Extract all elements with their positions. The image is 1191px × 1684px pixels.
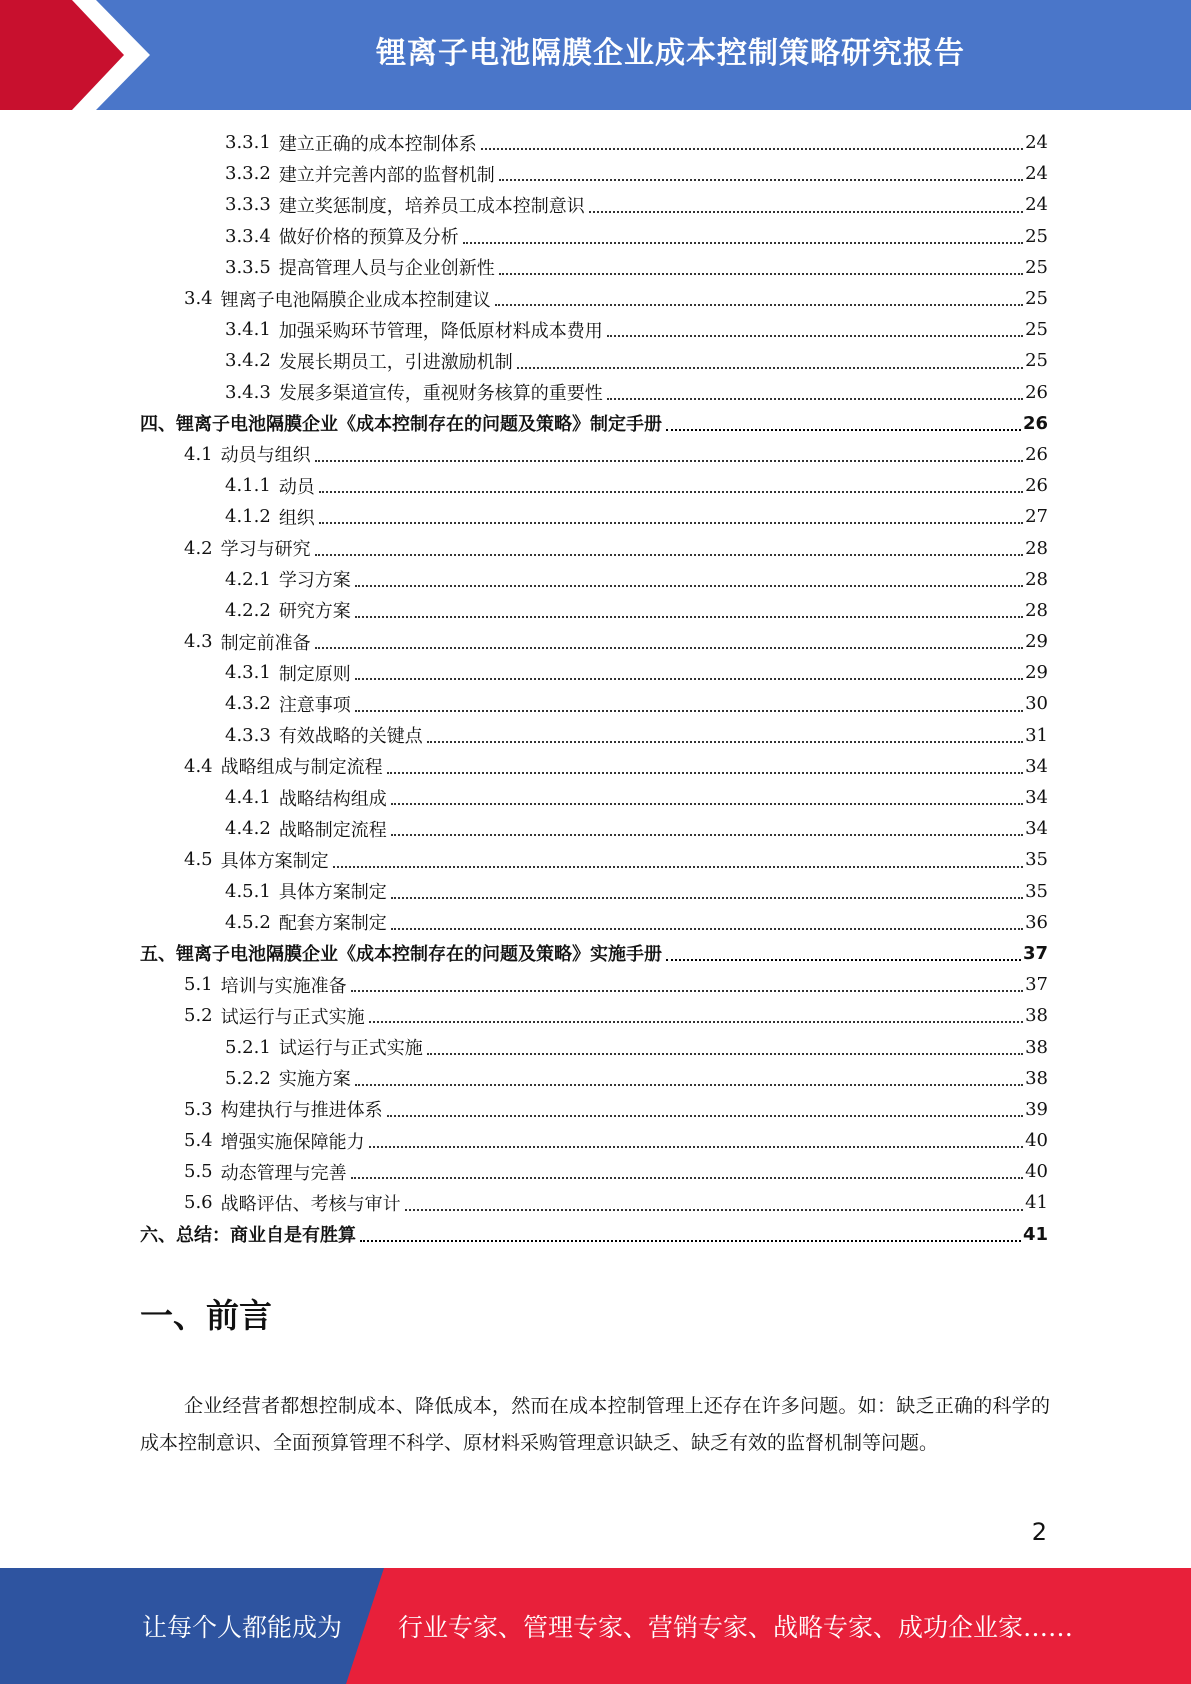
toc-entry-page: 29	[1025, 631, 1048, 653]
toc-entry-number: 4.1	[184, 443, 213, 465]
toc-entry[interactable]	[140, 595, 1048, 626]
toc-entry-number: 4.2.2	[225, 599, 271, 621]
toc-entry[interactable]	[140, 657, 1048, 688]
toc-dot-leader	[499, 178, 1023, 181]
toc-entry[interactable]	[140, 1094, 1048, 1125]
toc-entry-number: 六、	[140, 1225, 176, 1247]
toc-entry-number: 3.4.1	[225, 319, 271, 341]
toc-entry[interactable]	[140, 564, 1048, 595]
toc-entry[interactable]	[140, 782, 1048, 813]
toc-entry-title: 加强采购环节管理，降低原材料成本费用	[278, 320, 603, 342]
toc-entry-page: 41	[1025, 1192, 1048, 1214]
toc-entry-page: 24	[1025, 194, 1048, 216]
toc-entry-page: 26	[1025, 475, 1048, 497]
toc-entry-number: 5.5	[184, 1161, 213, 1183]
toc-entry-page: 29	[1025, 662, 1048, 684]
toc-entry-title: 研究方案	[278, 601, 351, 623]
toc-entry-title: 总结：商业自是有胜算	[176, 1225, 356, 1247]
toc-dot-leader	[315, 553, 1023, 556]
toc-entry[interactable]	[140, 751, 1048, 782]
table-of-contents	[140, 127, 1048, 1250]
toc-dot-leader	[391, 802, 1023, 805]
toc-entry-title: 构建执行与推进体系	[220, 1100, 383, 1122]
toc-dot-leader	[391, 833, 1023, 836]
toc-entry-number: 五、	[140, 944, 176, 966]
toc-entry[interactable]	[140, 969, 1048, 1000]
toc-entry-title: 实施方案	[278, 1069, 351, 1091]
toc-entry[interactable]	[140, 408, 1048, 439]
toc-entry[interactable]	[140, 532, 1048, 563]
toc-entry-title: 组织	[278, 507, 315, 529]
toc-entry-number: 5.4	[184, 1130, 213, 1152]
toc-entry[interactable]	[140, 688, 1048, 719]
toc-entry-number: 4.3.2	[225, 693, 271, 715]
toc-entry[interactable]	[140, 1063, 1048, 1094]
toc-entry[interactable]	[140, 189, 1048, 220]
toc-entry-page: 26	[1022, 412, 1048, 434]
toc-dot-leader	[369, 1145, 1023, 1148]
toc-dot-leader	[355, 615, 1023, 618]
toc-entry-title: 战略组成与制定流程	[220, 757, 383, 779]
toc-entry-number: 4.1.2	[225, 506, 271, 528]
page-footer	[0, 1568, 1191, 1684]
toc-entry[interactable]	[140, 813, 1048, 844]
toc-entry[interactable]	[140, 1031, 1048, 1062]
toc-entry[interactable]	[140, 1219, 1048, 1250]
footer-slogan-right: 行业专家、管理专家、营销专家、战略专家、成功企业家……	[398, 1613, 1074, 1642]
toc-entry-title: 动员	[278, 476, 315, 498]
toc-entry[interactable]	[140, 314, 1048, 345]
toc-entry-page: 34	[1025, 787, 1048, 809]
toc-dot-leader	[405, 1208, 1023, 1211]
toc-entry-title: 学习方案	[278, 570, 351, 592]
toc-dot-leader	[427, 1052, 1023, 1055]
toc-entry[interactable]	[140, 1187, 1048, 1218]
toc-dot-leader	[355, 584, 1023, 587]
toc-entry-page: 34	[1025, 755, 1048, 777]
toc-entry[interactable]	[140, 876, 1048, 907]
toc-entry-number: 3.3.3	[225, 194, 271, 216]
toc-entry[interactable]	[140, 501, 1048, 532]
toc-entry[interactable]	[140, 1000, 1048, 1031]
toc-entry-number: 4.2.1	[225, 568, 271, 590]
toc-entry-page: 34	[1025, 818, 1048, 840]
toc-dot-leader	[355, 709, 1023, 712]
toc-entry-page: 25	[1025, 225, 1048, 247]
toc-entry-number: 3.3.5	[225, 256, 271, 278]
toc-entry-number: 3.3.2	[225, 163, 271, 185]
toc-entry-number: 4.4.1	[225, 787, 271, 809]
toc-dot-leader	[387, 1114, 1023, 1117]
toc-entry-page: 41	[1022, 1223, 1048, 1245]
toc-entry-page: 30	[1025, 693, 1048, 715]
toc-dot-leader	[387, 771, 1023, 774]
toc-entry-title: 注意事项	[278, 694, 351, 716]
toc-entry-page: 40	[1025, 1161, 1048, 1183]
toc-entry-page: 37	[1025, 974, 1048, 996]
page-header	[0, 0, 1191, 110]
toc-entry-title: 学习与研究	[220, 539, 311, 561]
toc-entry-page: 31	[1025, 724, 1048, 746]
toc-entry[interactable]	[140, 470, 1048, 501]
toc-entry[interactable]	[140, 158, 1048, 189]
toc-entry-title: 培训与实施准备	[220, 975, 347, 997]
toc-entry-page: 26	[1025, 443, 1048, 465]
toc-entry-number: 4.5	[184, 849, 213, 871]
toc-entry[interactable]	[140, 626, 1048, 657]
toc-entry-number: 4.3.1	[225, 662, 271, 684]
toc-entry-number: 4.4	[184, 755, 213, 777]
footer-slogan-left: 让每个人都能成为	[142, 1613, 343, 1642]
toc-entry-page: 28	[1025, 599, 1048, 621]
toc-entry-page: 38	[1025, 1005, 1048, 1027]
toc-entry-title: 试运行与正式实施	[278, 1038, 423, 1060]
toc-dot-leader	[607, 334, 1023, 337]
toc-entry-number: 4.5.1	[225, 880, 271, 902]
toc-entry-number: 5.6	[184, 1192, 213, 1214]
toc-entry-number: 4.1.1	[225, 475, 271, 497]
toc-entry[interactable]	[140, 221, 1048, 252]
toc-entry[interactable]	[140, 720, 1048, 751]
toc-entry-page: 28	[1025, 537, 1048, 559]
toc-entry-number: 4.4.2	[225, 818, 271, 840]
toc-entry[interactable]	[140, 844, 1048, 875]
toc-entry[interactable]	[140, 127, 1048, 158]
toc-entry[interactable]	[140, 1156, 1048, 1187]
toc-entry[interactable]	[140, 907, 1048, 938]
toc-entry-number: 5.2.1	[225, 1036, 271, 1058]
toc-dot-leader	[369, 1020, 1023, 1023]
toc-entry-page: 24	[1025, 132, 1048, 154]
toc-entry-page: 35	[1025, 880, 1048, 902]
toc-entry-title: 增强实施保障能力	[220, 1131, 365, 1153]
toc-entry-page: 28	[1025, 568, 1048, 590]
toc-dot-leader	[319, 521, 1023, 524]
toc-entry[interactable]	[140, 938, 1048, 969]
toc-entry-number: 3.4.2	[225, 350, 271, 372]
toc-entry-page: 25	[1025, 256, 1048, 278]
toc-dot-leader	[666, 428, 1021, 431]
toc-entry[interactable]	[140, 345, 1048, 376]
toc-dot-leader	[607, 397, 1023, 400]
toc-entry-title: 制定前准备	[220, 632, 311, 654]
toc-entry-title: 战略评估、考核与审计	[220, 1193, 401, 1215]
toc-entry-title: 建立并完善内部的监督机制	[278, 164, 495, 186]
toc-dot-leader	[495, 303, 1023, 306]
toc-dot-leader	[355, 677, 1023, 680]
page-number: 2	[1031, 1518, 1047, 1546]
toc-dot-leader	[391, 927, 1023, 930]
toc-entry-title: 发展多渠道宣传，重视财务核算的重要性	[278, 383, 603, 405]
toc-entry-page: 26	[1025, 381, 1048, 403]
toc-entry-title: 锂离子电池隔膜企业《成本控制存在的问题及策略》制定手册	[176, 414, 662, 436]
toc-dot-leader	[481, 147, 1023, 150]
toc-entry-title: 制定原则	[278, 663, 351, 685]
toc-entry-number: 4.3	[184, 631, 213, 653]
toc-entry-number: 3.4.3	[225, 381, 271, 403]
toc-dot-leader	[333, 865, 1023, 868]
toc-dot-leader	[360, 1239, 1021, 1242]
toc-entry[interactable]	[140, 439, 1048, 470]
toc-entry-title: 锂离子电池隔膜企业成本控制建议	[220, 289, 491, 311]
toc-entry-title: 发展长期员工，引进激励机制	[278, 351, 513, 373]
toc-entry[interactable]	[140, 377, 1048, 408]
header-chevron-decoration	[0, 0, 150, 110]
toc-entry-title: 动员与组织	[220, 445, 311, 467]
toc-dot-leader	[589, 210, 1023, 213]
toc-entry-number: 5.2	[184, 1005, 213, 1027]
toc-dot-leader	[517, 366, 1023, 369]
toc-dot-leader	[351, 1176, 1023, 1179]
toc-dot-leader	[319, 490, 1023, 493]
toc-entry-title: 提高管理人员与企业创新性	[278, 258, 495, 280]
toc-entry-page: 36	[1025, 911, 1048, 933]
toc-entry-page: 25	[1025, 350, 1048, 372]
toc-entry[interactable]	[140, 283, 1048, 314]
toc-entry-title: 配套方案制定	[278, 913, 387, 935]
toc-entry-title: 具体方案制定	[278, 882, 387, 904]
toc-dot-leader	[463, 241, 1023, 244]
toc-entry-page: 38	[1025, 1067, 1048, 1089]
toc-entry-number: 3.3.1	[225, 132, 271, 154]
toc-entry-number: 4.3.3	[225, 724, 271, 746]
toc-entry-number: 5.1	[184, 974, 213, 996]
toc-entry-number: 3.3.4	[225, 225, 271, 247]
toc-entry-number: 5.2.2	[225, 1067, 271, 1089]
toc-entry-page: 24	[1025, 163, 1048, 185]
toc-dot-leader	[315, 646, 1023, 649]
toc-entry-title: 做好价格的预算及分析	[278, 227, 459, 249]
toc-dot-leader	[315, 459, 1023, 462]
toc-entry-number: 四、	[140, 414, 176, 436]
toc-entry-title: 有效战略的关键点	[278, 726, 423, 748]
toc-entry-title: 试运行与正式实施	[220, 1006, 365, 1028]
toc-entry-title: 建立奖惩制度，培养员工成本控制意识	[278, 195, 585, 217]
toc-entry-page: 25	[1025, 319, 1048, 341]
toc-entry-title: 战略制定流程	[278, 819, 387, 841]
section-heading: 一、前言	[140, 1296, 272, 1335]
toc-entry-title: 具体方案制定	[220, 850, 329, 872]
toc-entry-number: 5.3	[184, 1098, 213, 1120]
report-title: 锂离子电池隔膜企业成本控制策略研究报告	[376, 36, 965, 71]
toc-entry-number: 4.5.2	[225, 911, 271, 933]
toc-entry-title: 战略结构组成	[278, 788, 387, 810]
toc-entry-page: 25	[1025, 288, 1048, 310]
toc-entry-page: 38	[1025, 1036, 1048, 1058]
toc-entry-page: 35	[1025, 849, 1048, 871]
toc-dot-leader	[666, 958, 1021, 961]
toc-dot-leader	[499, 272, 1023, 275]
toc-entry-title: 锂离子电池隔膜企业《成本控制存在的问题及策略》实施手册	[176, 944, 662, 966]
toc-entry[interactable]	[140, 1125, 1048, 1156]
toc-entry-page: 27	[1025, 506, 1048, 528]
toc-entry-page: 40	[1025, 1130, 1048, 1152]
toc-entry-title: 动态管理与完善	[220, 1162, 347, 1184]
toc-dot-leader	[427, 740, 1023, 743]
toc-entry-title: 建立正确的成本控制体系	[278, 133, 477, 155]
toc-entry[interactable]	[140, 252, 1048, 283]
toc-dot-leader	[391, 896, 1023, 899]
toc-entry-page: 39	[1025, 1098, 1048, 1120]
intro-paragraph: 企业经营者都想控制成本、降低成本，然而在成本控制管理上还存在许多问题。如：缺乏正确的科学的成本控制意识、全面预算管理不科学、原材料采购管理意识缺乏、缺乏有效的监督机制等问题。	[140, 1395, 1050, 1454]
toc-entry-page: 37	[1022, 942, 1048, 964]
toc-dot-leader	[351, 989, 1023, 992]
toc-entry-number: 4.2	[184, 537, 213, 559]
toc-dot-leader	[355, 1083, 1023, 1086]
toc-entry-number: 3.4	[184, 288, 213, 310]
